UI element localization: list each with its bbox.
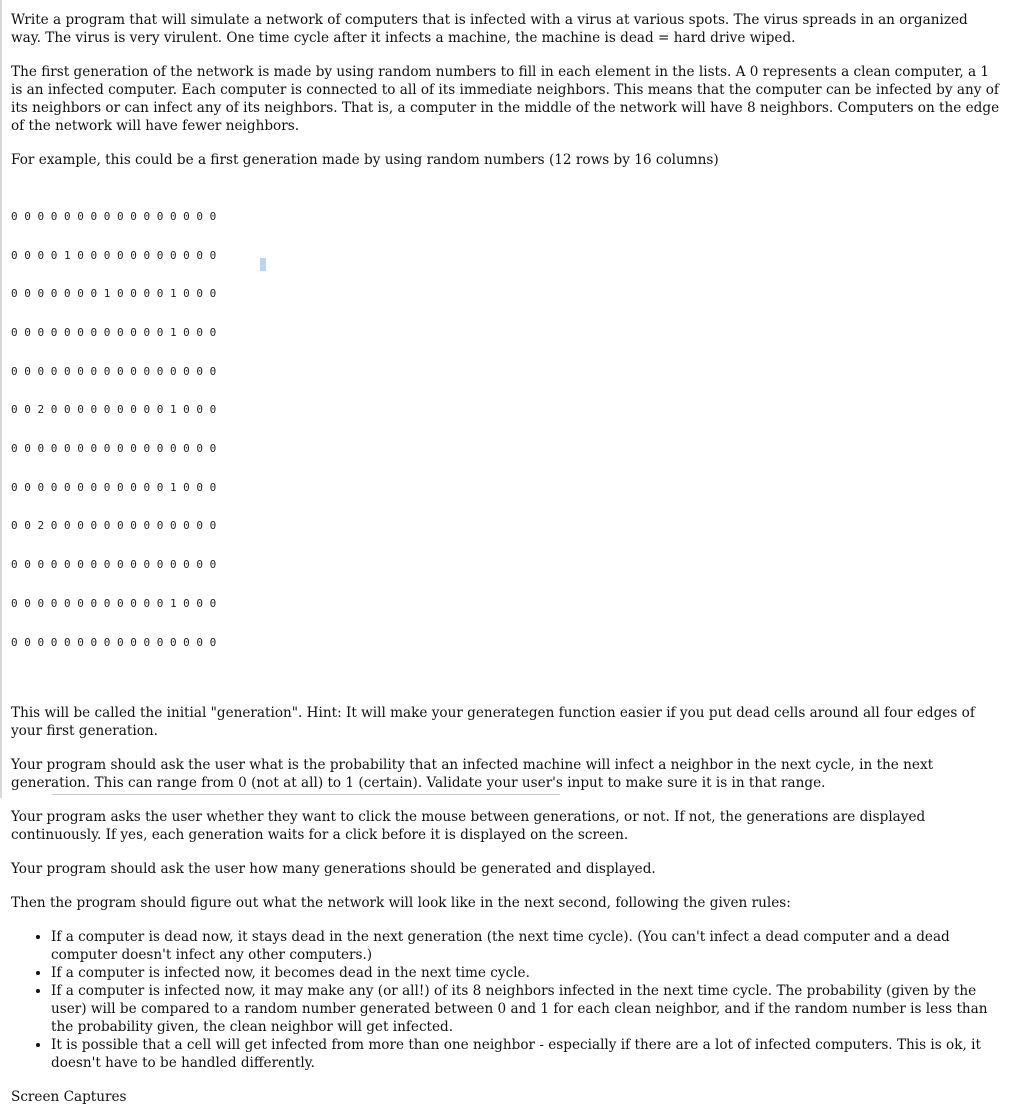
rules-intro-paragraph: Then the program should figure out what the network will look like in the next second, following the given rules: — [11, 895, 791, 912]
intro-paragraph: Write a program that will simulate a network of computers that is infected with a virus at various spots. The virus spreads in an organized way. The virus is very virulent. One time cycle after it infects a machine, the machine is dead = hard drive wiped. — [11, 12, 968, 46]
list-item: • It is possible that a cell will get infected from more than one neighbor - especially if there are a lot of infected computers. This is ok, it doesn't have to be handled differently. — [51, 1036, 1001, 1072]
grid-row: 0 0 0 0 0 0 0 0 0 0 0 0 0 0 0 0 — [11, 558, 217, 572]
page-left-border — [0, 0, 2, 798]
grid-row: 0 0 0 0 0 0 0 0 0 0 0 0 0 0 0 0 — [11, 442, 217, 456]
grid-row: 0 0 2 0 0 0 0 0 0 0 0 0 0 0 0 0 — [11, 519, 217, 533]
rules-list — [11, 928, 1001, 1072]
grid-row: 0 0 0 0 0 0 0 0 0 0 0 0 1 0 0 0 — [11, 596, 217, 610]
first-generation-paragraph: The first generation of the network is made by using random numbers to fill in each element in the lists. A 0 represents a clean computer, a 1 is an infected computer. Each computer is connected to all of its immediate neighbors. This means that the computer can be infected by any of its neighbors or can infect any of its neighbors. That is, a computer in the middle of the network will have 8 neighbors. Computers on the edge of the network will have fewer neighbors. — [11, 64, 1000, 134]
initial-generation-paragraph: This will be called the initial "generation". Hint: It will make your generategen function easier if you put dead cells around all four edges of your first generation. — [11, 705, 975, 740]
screen-captures-heading: Screen Captures — [11, 1089, 127, 1106]
grid-row: 0 0 0 0 0 0 0 0 0 0 0 0 1 0 0 0 — [11, 325, 217, 339]
grid-row: 0 0 0 0 1 0 0 0 0 0 0 0 0 0 0 0 — [11, 248, 217, 262]
image-frame-edge — [52, 794, 560, 795]
mouse-click-paragraph: Your program asks the user whether they want to click the mouse between generations, or not. If not, the generations are displayed continuously. If yes, each generation waits for a click before it is displayed on the screen. — [11, 809, 926, 844]
grid-row: 0 0 0 0 0 0 0 0 0 0 0 0 0 0 0 0 — [11, 364, 217, 378]
example-paragraph: For example, this could be a first generation made by using random numbers (12 rows by 16 columns) — [11, 152, 719, 168]
list-item: • If a computer is infected now, it may make any (or all!) of its 8 neighbors infected in the next time cycle. The probability (given by the user) will be compared to a random number generated between 0 and 1 for each clean neighbor, and if the random number is less than the probability given, the clean neighbor will get infected. — [51, 982, 1001, 1036]
grid-row: 0 0 0 0 0 0 0 1 0 0 0 0 1 0 0 0 — [11, 287, 217, 301]
grid-row: 0 0 2 0 0 0 0 0 0 0 0 0 1 0 0 0 — [11, 403, 217, 417]
example-grid — [11, 185, 1001, 688]
document-body — [11, 11, 1001, 1106]
list-item: • If a computer is infected now, it becomes dead in the next time cycle. — [51, 964, 1001, 982]
text-selection-cursor — [260, 258, 266, 271]
grid-row: 0 0 0 0 0 0 0 0 0 0 0 0 0 0 0 0 — [11, 635, 217, 649]
generations-count-paragraph: Your program should ask the user how many generations should be generated and displayed. — [11, 861, 656, 878]
grid-row: 0 0 0 0 0 0 0 0 0 0 0 0 1 0 0 0 — [11, 480, 217, 494]
grid-row: 0 0 0 0 0 0 0 0 0 0 0 0 0 0 0 0 — [11, 209, 217, 223]
probability-paragraph: Your program should ask the user what is the probability that an infected machine will infect a neighbor in the next cycle, in the next generation. This can range from 0 (not at all) to 1 (certain). Validate your user's input to make sure it is in that range. — [11, 757, 934, 792]
list-item: • If a computer is dead now, it stays dead in the next generation (the next time cycle). (You can't infect a dead computer and a dead computer doesn't infect any other computers.) — [51, 928, 1001, 964]
